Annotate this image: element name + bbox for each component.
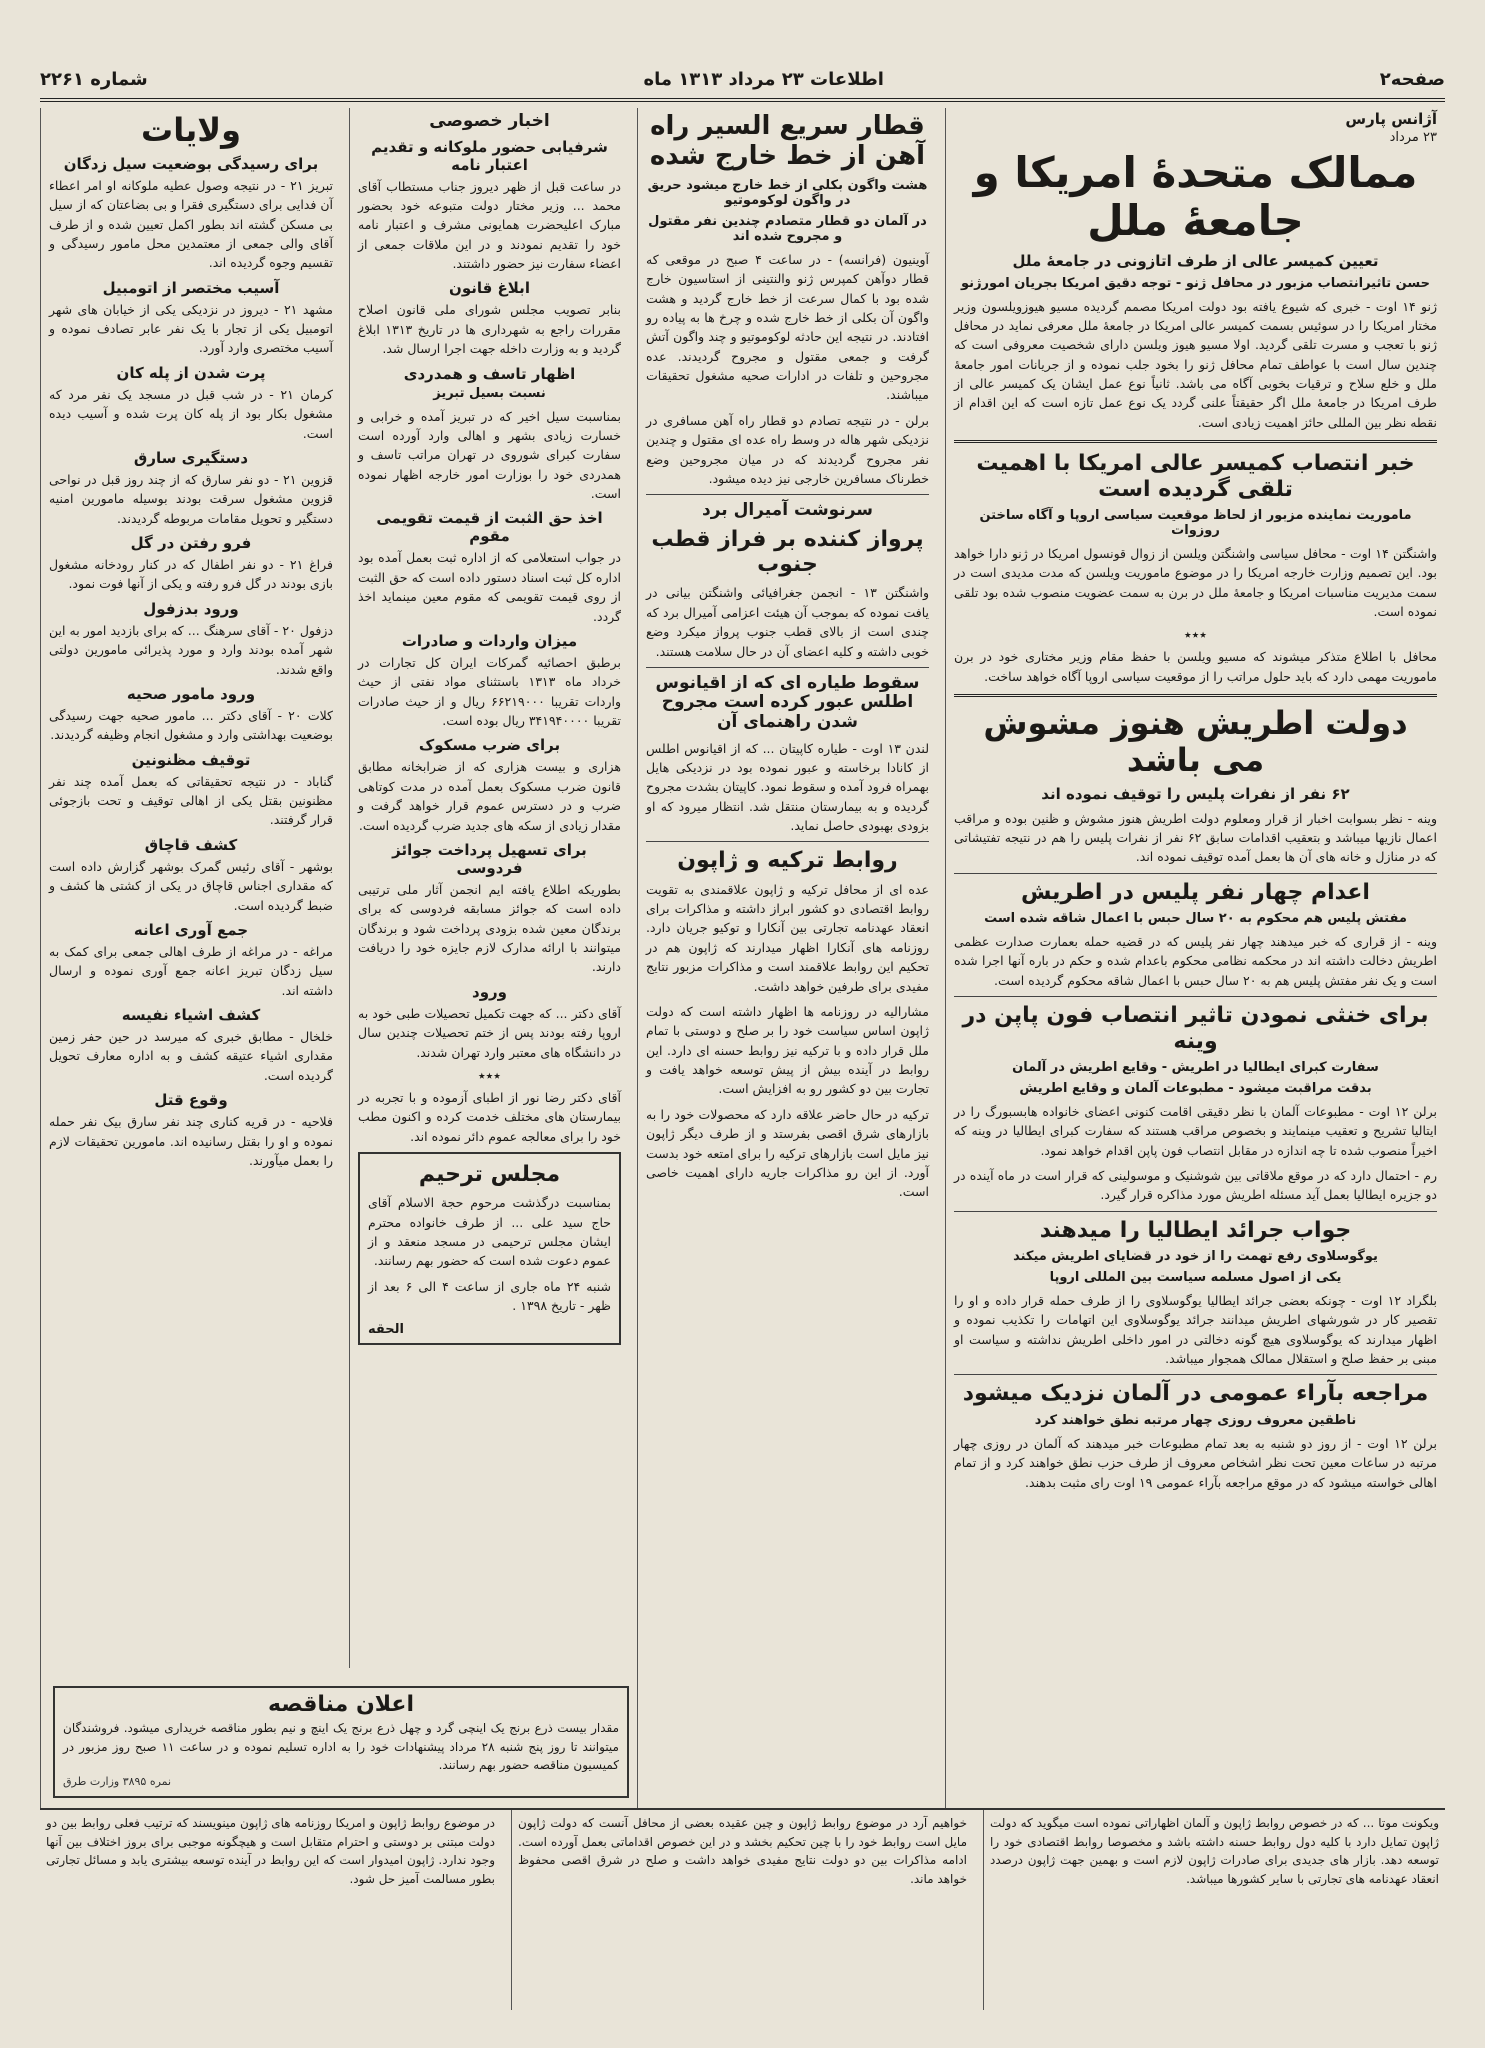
headline-italian-press: جواب جرائد ایطالیا را میدهند xyxy=(1039,1217,1352,1243)
article-condolence-body: بمناسبت سیل اخیر که در تبریز آمده و خرابی و خسارت زیادی بشهر و اهالی وارد آورده است سفارت کبرای شوروی در تهران مراتب تاسف و همدردی خود را بوزارت امور خارجه اظهار نموده است. xyxy=(358,408,621,502)
title-murder: وقوع قتل xyxy=(154,1091,228,1110)
article-execution-body: وینه - از قراری که خبر میدهند چهار نفر پلیس که در قضیه حمله بعمارت صدارت عظمی اطریش دخالت داشته اند در محکمه نظامی محکوم باعدام شده و حکم در باره آنها اجرا شده است و یک نفر مفتش پلیس هم به ۲۰ سال حبس با اعمال شاقه محکوم گردیده است. xyxy=(954,934,1437,988)
headline-police-execution: اعدام چهار نفر پلیس در اطریش xyxy=(1021,879,1370,905)
issue-date: اطلاعات ۲۳ مرداد ۱۳۱۳ ماه xyxy=(643,68,884,90)
subhead-germany-collision: در آلمان دو قطار متصادم چندین نفر مقتول و مجروح شده اند xyxy=(648,213,927,244)
memorial-date: شنبه ۲۴ ماه جاری از ساعت ۴ الی ۶ بعد از ظهر - تاریخ ۱۳۹۸ . xyxy=(368,1278,611,1314)
column-second xyxy=(637,108,937,1808)
memorial-sign: الحقه xyxy=(368,1321,404,1337)
article-mud-body: فراغ ۲۱ - دو نفر اطفال که در کنار رودخانه مشغول بازی بودند در گل فرو رفته و یکی از آنها فوت نمود. xyxy=(49,557,334,592)
ornament: ٭٭٭ xyxy=(1184,627,1207,644)
headline-south-pole: پرواز کننده بر فراز قطب جنوب xyxy=(651,526,924,578)
divider xyxy=(954,996,1437,997)
divider xyxy=(954,440,1437,443)
bottom-column-3: در موضوع روابط ژاپون و امریکا روزنامه های ژاپون مینویسند که ترتیب فعلی روابط بین دو دولت مبتنی بر دوستی و احترام متقابل است و هیچگونه موجبی برای بروز اختلاف بین آنها وجود ندارد. ژاپون امیدوار است که این روابط در آینده توسعه بیشتری یابد و مسائل تجارتی بطور مسالمت آمیز حل شود. xyxy=(46,1816,495,1886)
column-provinces xyxy=(40,108,341,1808)
title-coinage: برای ضرب مسکوک xyxy=(418,736,561,755)
bottom-strip xyxy=(40,1808,1445,2010)
subhead-wagons: هشت واگون بکلی از خط خارج میشود حریق در واگون لوکوموتیو xyxy=(647,177,928,208)
article-wilson-body: محافل با اطلاع متذکر میشوند که مسیو ویلسن با حفظ مقام وزیر مختاری خود در برن ماموریت مهمی دارد که باید حلول مراتب را از موقعیت سیاسی اروپا آگاه خواهد ساخت. xyxy=(954,649,1437,684)
title-registration-fee: اخذ حق الثبت از قیمت تقویمی مقوم xyxy=(376,509,603,546)
title-memorial: مجلس ترحیم xyxy=(418,1162,561,1188)
article-referendum-body: برلن ۱۲ اوت - از روز دو شنبه به بعد تمام مطبوعات خبر میدهند که آلمان در روزی چهار مرتبه در ساعات معین تحت نظر اشخاص معروف از طرف حزب نطق خواهند کرد و از تمام اهالی خواسته میشود که در موقع مراجعه بآراء عمومی ۱۹ اوت رای مثبت بدهند. xyxy=(954,1435,1437,1490)
agency-label: آژانس پارس xyxy=(1345,110,1437,128)
title-smuggling: کشف قاچاق xyxy=(144,835,238,854)
subhead-german-press: بدقت مراقبت میشود - مطبوعات آلمان و وقایع اطریش xyxy=(1019,1080,1372,1096)
divider xyxy=(646,494,929,495)
article-health-body: کلات ۲۰ - آقای دکتر ... مامور صحیه جهت رسیدگی بوضعیت بهداشتی وارد و مشغول انجام وظیفه گردیدند. xyxy=(49,707,333,743)
article-plane-body: لندن ۱۳ اوت - طیاره کاپیتان ... که از اقیانوس اطلس از کانادا برخاسته و عبور نموده بود در نزدیکی هایل بهمراه فرود آمده و سقوط نمود. کاپیتان بشدت مجروح گردیده و به بیمارستان منتقل شد. انتظار میرود که او بزودی بهبودی حاصل نماید. xyxy=(646,740,929,834)
article-car-body: مشهد ۲۱ - دیروز در نزدیکی یکی از خیابان های شهر اتومبیل یکی از تجار با یک نفر عابر تصادف نموده و آسیب مختصری وارد آورد. xyxy=(49,301,333,356)
article-belgrade-body: بلگراد ۱۲ اوت - چونکه بعضی جرائد ایطالیا یوگوسلاوی را از طرف حمله قرار داده و او را تقصیر کار در شورشهای اطریش میدانند جرائد یوگوسلاوی این اتهامات را تکذیب نموده و اظهار میدارند که یوگوسلاوی هیچ گونه دخالتی در امور داخلی اطریش نداشته و سیاست او مبنی بر حفظ صلح و استقلال ممالک همجوار میباشد. xyxy=(954,1292,1437,1367)
bottom-column-2: خواهیم آرد در موضوع روابط ژاپون و چین عقیده بعضی از محافل آنست که دولت ژاپون مایل است روابط خود را با چین تحکیم بخشد و در این خصوص اقداماتی بعمل آورده است. ادامه مذاکرات بین دو دولت نتایج مفیدی خواهد داشت و صلح در شرق اقصی محفوظ خواهد ماند. xyxy=(511,1810,973,2010)
title-imports-exports: میزان واردات و صادرات xyxy=(401,631,578,650)
ornament: ٭٭٭ xyxy=(478,1067,501,1084)
article-turkey-japan-body-3: ترکیه در حال حاضر علاقه دارد که محصولات خود را به بازارهای شرق اقصی بفرستد و از طرف دیگر ژاپون نیز مایل است بازارهای ترکیه را برای امتعه خود بدست آورد. از این رو مذاکرات جاریه دارای اهمیت خاصی است. xyxy=(646,1106,929,1200)
article-donations-body: مراغه - در مراغه از طرف اهالی جمعی برای کمک به سیل زدگان تبریز اعانه جمع آوری نموده و ارسال داشته اند. xyxy=(49,943,333,998)
divider xyxy=(954,694,1437,697)
title-arrival: ورود xyxy=(472,982,507,1001)
article-coinage-body: هزاری و بیست هزاری که از ضرابخانه مطابق قانون ضرب مسکوک بعمل آمده در مدت کوتاهی ضرب و در دسترس عموم قرار خواهد گرفت و مقدار زیادی از سکه های جدید ضرب گردیده است. xyxy=(358,759,621,833)
headline-turkey-japan: روابط ترکیه و ژاپون xyxy=(677,848,898,874)
subhead-mission: ماموریت نماینده مزبور از لحاظ موقعیت سیاسی اروپا و آگاه ساختن روزوات xyxy=(979,507,1412,538)
article-murder-body: فلاحیه - در قریه کناری چند نفر سارق بیک نفر حمله نموده و او را بقتل رسانیده اند. مامورین تحقیقات لازم را بعمل میآورند. xyxy=(49,1114,333,1168)
subsub-geneva: حسن تاثیرانتصاب مزبور در محافل ژنو - توجه دقیق امریکا بجریان امورژنو xyxy=(961,275,1430,291)
page-number: صفحه۲ xyxy=(1379,68,1445,90)
column-third xyxy=(349,108,629,1668)
headline-german-referendum: مراجعه بآراء عمومی در آلمان نزدیک میشود xyxy=(962,1381,1429,1407)
headline-admiral-byrd: سرنوشت آمیرال برد xyxy=(701,500,873,521)
subhead-principles: یکی از اصول مسلمه سیاست بین المللی اروپا xyxy=(1049,1269,1342,1285)
subhead-commissioner: تعیین کمیسر عالی از طرف اتازونی در جامعهٔ ملل xyxy=(1012,251,1379,270)
subhead-police-arrest: ۶۲ نفر از نفرات پلیس را توقیف نموده اند xyxy=(1041,784,1350,803)
tender-sign: نمره ۳۸۹۵ وزارت طرق xyxy=(63,1775,172,1789)
article-suspects-body: گناباد - در نتیجه تحقیقاتی که بعمل آمده چند نفر مظنونین بقتل یکی از اهالی توقیف و تحت بازجوئی قرار گرفتند. xyxy=(49,773,333,828)
subhead-tabriz-flood: نسبت بسیل تبریز xyxy=(433,385,546,401)
title-condolence: اظهار تاسف و همدردی xyxy=(403,364,576,383)
agency-date: ۲۳ مرداد xyxy=(1389,130,1437,145)
memorial-box xyxy=(358,1152,621,1345)
article-berlin-body: برلن ۱۲ اوت - مطبوعات آلمان با نظر دقیقی اقامت کنونی اعضای خانواده هابسبورگ را در ایتالیا تشریح و تعقیب مینمایند و بخصوص مراقب هستند که سفارت کبرای ایطالیا در وینه که اخیراً منصوب شده تا چه اندازه در مقابل انتصاب فون پاپن اقدام خواهد نمود. xyxy=(954,1103,1437,1158)
article-antiques-body: خلخال - مطابق خبری که میرسد در حین حفر زمین مقداری اشیاء عتیقه کشف و به اداره معارف تحویل گردیده است. xyxy=(49,1029,333,1083)
tender-body: مقدار بیست ذرع برنج یک اینچی گرد و چهل ذرع برنج یک اینچ و نیم بطور مناقصه خریداری میشود. فروشندگان میتوانند تا روز پنج شنبه ۲۸ مرداد پیشنهادات خود را به اداره تسلیم نموده و در ساعت ۱۱ صبح روز مزبور در کمیسیون مناقصه حضور بهم رسانند. xyxy=(63,1721,619,1773)
tender-title: اعلان مناقصه xyxy=(268,1692,414,1717)
article-us-league-body: ژنو ۱۴ اوت - خبری که شیوع یافته بود دولت امریکا مصمم گردیده مسیو هیوزویلسون وزیر مختار امریکا را در سوئیس بسمت کمیسر عالی امریکا در جامعهٔ ملل معرفی نماید در محافل ژنو با تعجب و مسرت تلقی گردید. اولا مسیو هیوز ویلسن دارای شخصیت معروفی است که چندین سال است با عواطف تمام محافل ژنو را بخود جلب نموده و از جریانات امور جامعهٔ ملل و خلع سلاح و ترقیات بخوبی آگاه می باشد. ثانیاً نوع عمل ایشان یک کمیسر عالی از طرف امریکا در جامعهٔ ملل اگر حقیقتاً علنی گردد یک نوع عمل تازه است که این اقدام از نقطه نظر بین المللی حائز اهمیت زیادی است. xyxy=(954,298,1438,430)
article-byrd-body: واشنگتن ۱۳ - انجمن جغرافیائی واشنگتن بیانی در یافت نموده که بموجب آن هیئت اعزامی آمیرال برد که چندی است از بالای قطب جنوب پرواز میکرد وضع خوبی داشته و کلیه اعضای آن در حال سلامت هستند. xyxy=(646,585,929,659)
divider xyxy=(646,667,929,668)
bottom-column-1: ویکونت موتا ... که در خصوص روابط ژاپون و آلمان اظهاراتی نموده است میگوید که دولت ژاپون تمایل دارد با کلیه دول روابط حسنه داشته باشد و مخصوصا روابط اقتصادی خود را توسعه دهد. بازار های جدیدی برای صادرات ژاپون لازم است و بهمین جهت ژاپون درصدد انعقاد عهدنامه های تجارتی با سایر کشورها میباشد. xyxy=(983,1810,1445,2010)
headline-austria-anxious: دولت اطریش هنوز مشوش می باشد xyxy=(983,704,1408,779)
article-austria-body: وینه - نظر بسوابت اخبار از قرار ومعلوم دولت اطریش هنوز مشوش و ظنین بوده و مراقب اعمال نازیها میباشد و بتعقیب اقدامات سابق ۶۲ نفر از نفرات پلیس را هم در نتیجه تفتیشاتی که در منازل و خانه های آن ها بعمل آمده توقیف نموده اند. xyxy=(954,810,1437,865)
subhead-speakers: ناطقین معروف روزی چهار مرتبه نطق خواهند کرد xyxy=(1034,1412,1357,1428)
headline-von-papen: برای خنثی نمودن تاثیر انتصاب فون پاپن در وینه xyxy=(962,1003,1429,1054)
subhead-italy-embassy: سفارت کبرای ایطالیا در اطریش - وقایع اطریش در آلمان xyxy=(1012,1059,1379,1075)
subhead-inspector: مفتش پلیس هم محکوم به ۲۰ سال حبس با اعمال شاقه شده است xyxy=(984,911,1407,927)
title-mud: فرو رفتن در گل xyxy=(130,534,252,553)
title-dezful: ورود بدزفول xyxy=(143,599,239,618)
column-main xyxy=(945,108,1445,1808)
headline-commissioner-importance: خبر انتصاب کمیسر عالی امریکا با اهمیت تلقی گردیده است xyxy=(976,451,1415,502)
article-credentials-body: در ساعت قبل از ظهر دیروز جناب مستطاب آقای محمد ... وزیر مختار دولت متبوعه خود بحضور مبارک اعلیحضرت همایونی مشرف و اعتبار نامه خود را تقدیم نمودند و در این ملاقات جمعی از اعضاء سفارت نیز حضور داشتند. xyxy=(358,178,621,272)
article-stairs-body: کرمان ۲۱ - در شب قبل در مسجد یک نفر مرد که مشغول بکار بود از پله کان پرت شده و آسیب دیده است. xyxy=(49,386,333,441)
subhead-yugoslavia: یوگوسلاوی رفع تهمت را از خود در قضایای اطریش میکند xyxy=(1013,1248,1378,1264)
article-berlin-train-body: برلن - در نتیجه تصادم دو قطار راه آهن مسافری در نزدیکی شهر هاله در وسط راه عده ای مقتول و چندین نفر مجروح گردیدند که در میان مجروحین وضع خطرناک مسافرین خارجی نیز دیده میشود. xyxy=(646,412,929,486)
memorial-body: بمناسبت درگذشت مرحوم حجة الاسلام آقای حاج سید علی ... از طرف خانواده محترم ایشان مجلس ترحیمی در مسجد منعقد و از عموم دعوت شده است که حضور بهم رسانند. xyxy=(368,1195,611,1269)
article-turkey-japan-body: عده ای از محافل ترکیه و ژاپون علاقمندی به تقویت روابط اقتصادی دو کشور ابراز داشته و مذاکرات برای انعقاد عهدنامه تجارتی بین آنکارا و توکیو جریان دارد. روزنامه های آنکارا اظهار میدارند که ژاپون هم در تحکیم این روابط علاقمند است و مذاکرات مزبور نتایج مفیدی برای طرفین خواهد داشت. xyxy=(646,881,929,994)
article-registration-body: در جواب استعلامی که از اداره ثبت بعمل آمده بود اداره کل ثبت اسناد دستور داده است که حق الثبت از روی قیمت تقویمی که مقوم معین مینماید اخذ گردد. xyxy=(358,550,621,624)
divider xyxy=(954,873,1437,874)
title-antiques: کشف اشیاء نفیسه xyxy=(121,1006,261,1025)
article-avignon-body: آوینیون (فرانسه) - در ساعت ۴ صبح در موقعی که قطار دوآهن کمپرس ژنو والنتینی از استاسیون خارج شده بود با کمال سرعت از خط خارج گردید و هشت واگون آن بکلی از خط خارج شده و چرخ ها به پیاده رو افتادند. در نتیجه این حادثه لوکوموتیو و چند واگون آتش گرفت و جمعی مقتول و مجروح گردیدند. عده مجروحین و تلفات در ادارات صحیه مشغول تحقیقات میباشند. xyxy=(646,251,929,403)
article-ferdowsi-body: بطوریکه اطلاع یافته ایم انجمن آثار ملی ترتیبی داده است که جوائز مسابقه فردوسی که برای برندگان معین شده بزودی پرداخت شود و برندگان میتوانند با ارائه مدارک لازم جایزه خود را دریافت دارند. xyxy=(358,881,621,975)
issue-number: شماره ۲۲۶۱ xyxy=(40,68,148,90)
title-flood-victims: برای رسیدگی بوضعیت سیل زدگان xyxy=(63,154,319,173)
headline-private-news: اخبار خصوصی xyxy=(429,111,550,131)
article-turkey-japan-body-2: مشارالیه در روزنامه ها اظهار داشته است که دولت ژاپون اساس سیاست خود را بر صلح و دوستی با تمام ملل قرار داده و با ترکیه نیز روابط حسنه ای دارد. این روابط در آینده بیش از پیش توسعه خواهد یافت و تجارت بین دو کشور رو به افزایش است. xyxy=(646,1003,929,1097)
article-smuggling-body: بوشهر - آقای رئیس گمرک بوشهر گزارش داده است که مقداری اجناس قاچاق در یکی از کشتی ها کشف و ضبط گردیده است. xyxy=(49,858,333,913)
title-car-accident: آسیب مختصر از اتومبیل xyxy=(102,278,280,297)
title-health-officer: ورود مامور صحیه xyxy=(126,684,256,703)
title-stairs-fall: پرت شدن از پله کان xyxy=(116,363,266,382)
divider xyxy=(954,1211,1437,1212)
headline-provinces: ولایات xyxy=(141,111,241,149)
headline-plane-crash: سقوط طیاره ای که از اقیانوس اطلس عبور کرده است مجروح شدن راهنمای آن xyxy=(655,672,920,733)
article-rome-body: رم - احتمال دارد که در موقع ملاقاتی بین شوشنیک و موسولینی که قرار است در ماه آینده در دو جزیره ایطالیا بعمل آید مسئله اطریش مورد مذاکره قرار گیرد. xyxy=(954,1167,1437,1203)
title-thief-arrest: دستگیری سارق xyxy=(133,448,249,467)
article-arrival-body: آقای دکتر ... که جهت تکمیل تحصیلات طبی خود به اروپا رفته بودند پس از ختم تحصیلات چندین سال در دانشگاه های معتبر وارد تهران شدند. xyxy=(358,1005,621,1060)
article-imports-body: برطبق احصائیه گمرکات ایران کل تجارات در خرداد ماه ۱۳۱۳ باستثنای مواد نفتی از حیث واردات تقریبا ۶۶۲۱۹۰۰۰ ریال و از حیث صادرات تقریبا ۳۴۱۹۴۰۰۰۰ ریال بوده است. xyxy=(358,654,622,729)
headline-us-league: ممالک متحدهٔ امریکا و جامعهٔ ملل xyxy=(973,148,1418,246)
article-flood-body: تبریز ۲۱ - در نتیجه وصول عطیه ملوکانه او امر اعطاء آن فدایی برای دستگیری فقرا و بی بضاعتان که از سیل بی مسکن گشته اند بطور اکمل تعیین شده و از طرف آقای والی جمعی از معتمدین محل مامور رسیدگی و تقسیم وجوه گردیده اند. xyxy=(49,177,333,271)
divider xyxy=(954,1374,1437,1375)
divider xyxy=(646,841,929,842)
article-dezful-body: دزفول ۲۰ - آقای سرهنگ ... که برای بازدید امور به این شهر آمده بودند وارد و مورد پذیرائی مامورین دولتی واقع شدند. xyxy=(49,622,334,677)
title-credentials: شرفیابی حضور ملوکانه و تقدیم اعتبار نامه xyxy=(371,137,608,174)
title-ferdowsi-prizes: برای تسهیل پرداخت جوائز فردوسی xyxy=(392,840,587,877)
title-law: ابلاغ قانون xyxy=(449,279,530,298)
article-law-body: بنابر تصویب مجلس شورای ملی قانون اصلاح مقررات راجع به شهرداری ها در تاریخ ۱۳۱۳ ابلاغ گردید و به وزارت داخله جهت اجرا ارسال شد. xyxy=(358,302,621,357)
article-washington-body: واشنگتن ۱۴ اوت - محافل سیاسی واشنگتن ویلسن از زوال قونسول امریکا در ژنو دارا خواهد بود. این تصمیم وزارت خارجه امریکا را در موضوع ماموریت ویلسن که مدت مدیدی است در سمت مدیریت مناسبات امریکا و جامعهٔ ملل در برن به سمت عضویت منصوب شده بود تلقی نموده است. xyxy=(954,545,1438,619)
masthead xyxy=(40,60,1445,102)
title-donations: جمع آوری اعانه xyxy=(133,920,249,939)
article-thief-body: قزوین ۲۱ - دو نفر سارق که از چند روز قبل در نواحی قزوین مشغول سرقت بودند بوسیله مامورین امنیه دستگیر و تحویل مقامات مربوطه گردیدند. xyxy=(49,471,333,526)
headline-train-derail: قطار سریع السیر راه آهن از خط خارج شده xyxy=(649,111,926,171)
title-suspects: توقیف مظنونین xyxy=(131,750,251,769)
tender-notice xyxy=(53,1686,629,1798)
article-doctor-body: آقای دکتر رضا نور از اطبای آزموده و با تجربه در بیمارستان های مختلف خدمت کرده و اکنون مطب خود را برای معالجه عموم دائر نموده اند. xyxy=(358,1089,621,1144)
